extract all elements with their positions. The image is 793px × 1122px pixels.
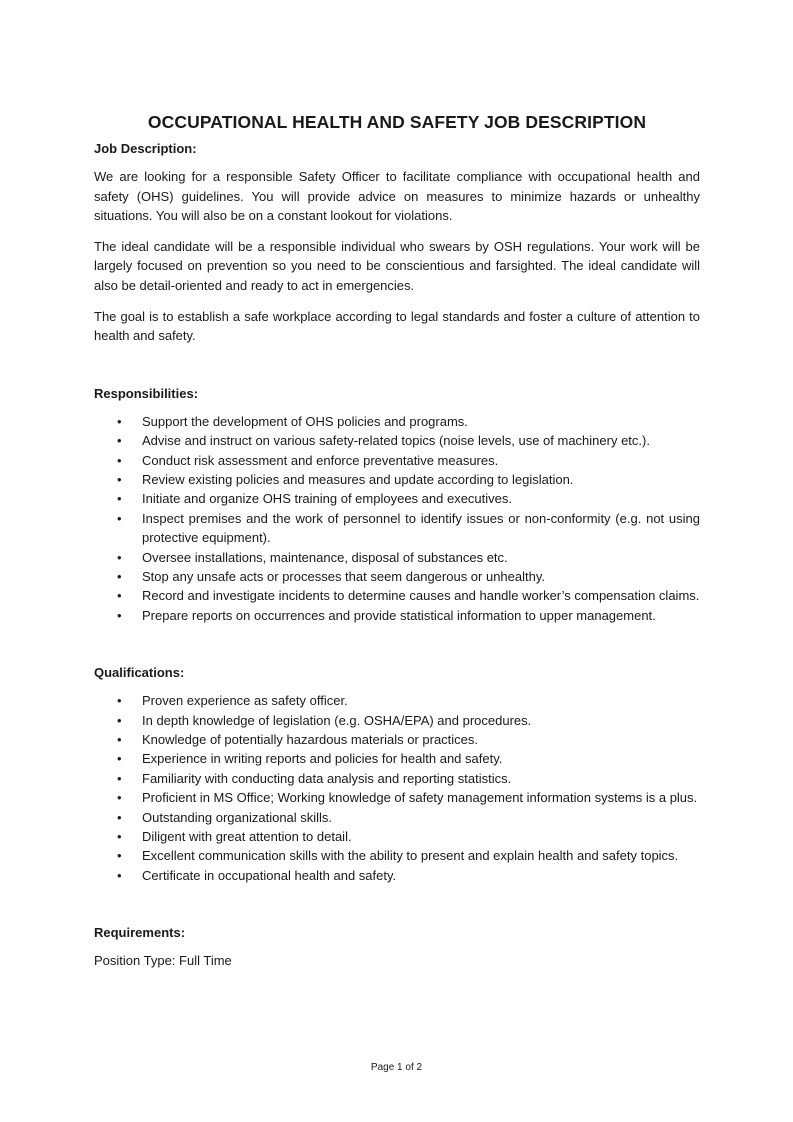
position-type: Position Type: Full Time	[94, 953, 232, 969]
responsibilities-list	[94, 412, 700, 625]
list-item-text: In depth knowledge of legislation (e.g. OSHA/EPA) and procedures.	[142, 712, 532, 728]
list-item-text: Stop any unsafe acts or processes that seem dangerous or unhealthy.	[142, 569, 545, 584]
list-item-text: Review existing policies and measures and update according to legislation.	[142, 471, 574, 487]
list-item	[94, 769, 700, 788]
list-item	[94, 808, 700, 827]
bullet-icon: •	[117, 510, 122, 526]
list-item	[94, 586, 700, 605]
list-item	[94, 691, 700, 710]
list-item-text: Inspect premises and the work of personnel to identify issues or non-conformity (e.g. not using protective equipment).	[142, 510, 700, 546]
job-description-paragraph: We are looking for a responsible Safety Officer to facilitate compliance with occupational health and safety (OHS) guidelines. You will provide advice on measures to minimize hazards or unhealthy situations. You will also be on a constant lookout for violations.	[94, 169, 700, 224]
bullet-icon: •	[117, 732, 122, 748]
list-item-text: Prepare reports on occurrences and provide statistical information to upper management.	[142, 607, 656, 623]
list-item	[94, 788, 700, 807]
bullet-icon: •	[117, 809, 122, 825]
page-number-footer: Page 1 of 2	[370, 1062, 423, 1073]
list-item	[94, 866, 700, 885]
document-title: OCCUPATIONAL HEALTH AND SAFETY JOB DESCRIPTION	[147, 112, 647, 132]
job-description-paragraph: The ideal candidate will be a responsible individual who swears by OSH regulations. Your work will be largely focused on prevention so you need to be conscientious and farsighted. The ideal candidate will also be detail-oriented and ready to act in emergencies.	[94, 238, 700, 293]
list-item	[94, 567, 700, 586]
list-item	[94, 827, 700, 846]
bullet-icon: •	[117, 790, 122, 806]
bullet-icon: •	[117, 829, 122, 845]
bullet-icon: •	[117, 751, 122, 767]
responsibilities-section	[94, 384, 700, 625]
list-item-text: Initiate and organize OHS training of employees and executives.	[142, 491, 512, 507]
qualifications-heading: Qualifications:	[94, 665, 185, 681]
list-item	[94, 711, 700, 730]
qualifications-section	[94, 663, 700, 885]
list-item-text: Certificate in occupational health and safety.	[142, 867, 397, 883]
bullet-icon: •	[117, 413, 122, 429]
list-item	[94, 451, 700, 470]
bullet-icon: •	[117, 712, 122, 728]
bullet-icon: •	[117, 471, 122, 487]
qualifications-list	[94, 691, 700, 885]
list-item-text: Conduct risk assessment and enforce preventative measures.	[142, 452, 499, 468]
list-item-text: Oversee installations, maintenance, disposal of substances etc.	[142, 549, 508, 565]
requirements-heading: Requirements:	[94, 925, 186, 941]
job-description-heading: Job Description:	[94, 141, 197, 156]
bullet-icon: •	[117, 491, 122, 507]
list-item-text: Familiarity with conducting data analysis and reporting statistics.	[142, 770, 512, 786]
list-item-text: Support the development of OHS policies and programs.	[142, 413, 468, 429]
job-description-paragraph: The goal is to establish a safe workplace according to legal standards and foster a culture of attention to health and safety.	[94, 308, 700, 344]
list-item	[94, 846, 700, 865]
bullet-icon: •	[117, 433, 122, 449]
bullet-icon: •	[117, 549, 122, 565]
list-item	[94, 412, 700, 431]
list-item-text: Proficient in MS Office; Working knowledge of safety management information systems is a plus.	[142, 790, 698, 806]
list-item-text: Experience in writing reports and policies for health and safety.	[142, 751, 503, 767]
document-content	[94, 112, 700, 971]
list-item	[94, 749, 700, 768]
list-item-text: Outstanding organizational skills.	[142, 809, 333, 825]
list-item	[94, 509, 700, 548]
bullet-icon: •	[117, 607, 122, 623]
bullet-icon: •	[117, 770, 122, 786]
responsibilities-heading: Responsibilities:	[94, 385, 199, 401]
list-item	[94, 606, 700, 625]
job-description-section	[94, 139, 700, 346]
bullet-icon: •	[117, 452, 122, 468]
list-item-text: Excellent communication skills with the ability to present and explain health and safety topics.	[142, 848, 679, 864]
list-item-text: Advise and instruct on various safety-related topics (noise levels, use of machinery etc.).	[142, 433, 650, 449]
list-item-text: Diligent with great attention to detail.	[142, 829, 352, 845]
list-item	[94, 489, 700, 508]
list-item-text: Proven experience as safety officer.	[142, 693, 348, 709]
bullet-icon: •	[117, 569, 122, 584]
bullet-icon: •	[117, 693, 122, 709]
list-item	[94, 431, 700, 450]
list-item-text: Knowledge of potentially hazardous materials or practices.	[142, 732, 479, 748]
bullet-icon: •	[117, 848, 122, 864]
list-item	[94, 730, 700, 749]
requirements-section	[94, 923, 700, 971]
list-item	[94, 548, 700, 567]
list-item	[94, 470, 700, 489]
list-item-text: Record and investigate incidents to determine causes and handle worker’s compensation claims.	[142, 588, 700, 604]
bullet-icon: •	[117, 867, 122, 883]
bullet-icon: •	[117, 588, 122, 604]
